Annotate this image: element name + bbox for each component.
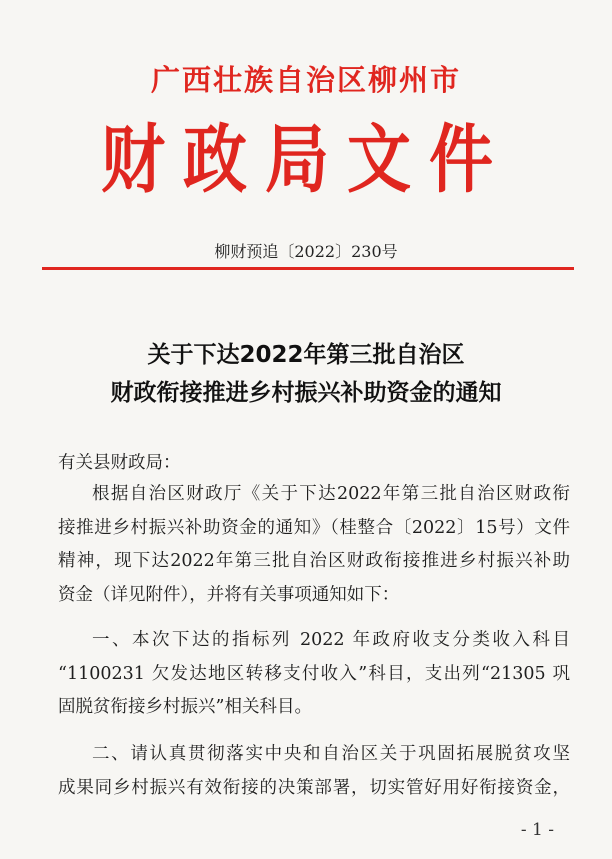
paragraph-line: 二、请认真贯彻落实中央和自治区关于巩固拓展脱贫攻坚 [92, 744, 570, 764]
issuing-organization: 广西壮族自治区柳州市 [150, 63, 461, 97]
document-title-line-1: 关于下达2022年第三批自治区 [147, 342, 465, 368]
paragraph-line: 一、本次下达的指标列 2022 年政府收支分类收入科目 [92, 630, 570, 650]
body-paragraph-1 [58, 478, 570, 612]
document-type-header: 财政局文件 [101, 117, 511, 204]
paragraph-line: 固脱贫衔接乡村振兴”相关科目。 [58, 697, 312, 718]
red-separator-rule [42, 267, 574, 270]
paragraph-line: 接推进乡村振兴补助资金的通知》（桂整合〔2022〕15号）文件 [58, 517, 570, 538]
paragraph-line: “1100231 欠发达地区转移支付收入”科目，支出列“21305 巩 [58, 663, 570, 684]
paragraph-line: 资金（详见附件），并将有关事项通知如下： [58, 584, 400, 605]
paragraph-line: 成果同乡村振兴有效衔接的决策部署，切实管好用好衔接资金， [58, 777, 570, 798]
body-paragraph-3 [58, 738, 570, 805]
page-number: - 1 - [520, 820, 554, 840]
paragraph-line: 根据自治区财政厅《关于下达2022年第三批自治区财政衔 [92, 484, 570, 504]
salutation: 有关县财政局： [58, 453, 181, 473]
body-paragraph-2 [58, 624, 570, 725]
document-number: 柳财预追〔2022〕230号 [214, 242, 398, 261]
paragraph-line: 精神，现下达2022年第三批自治区财政衔接推进乡村振兴补助 [58, 551, 570, 572]
document-title-line-2: 财政衔接推进乡村振兴补助资金的通知 [110, 380, 502, 406]
